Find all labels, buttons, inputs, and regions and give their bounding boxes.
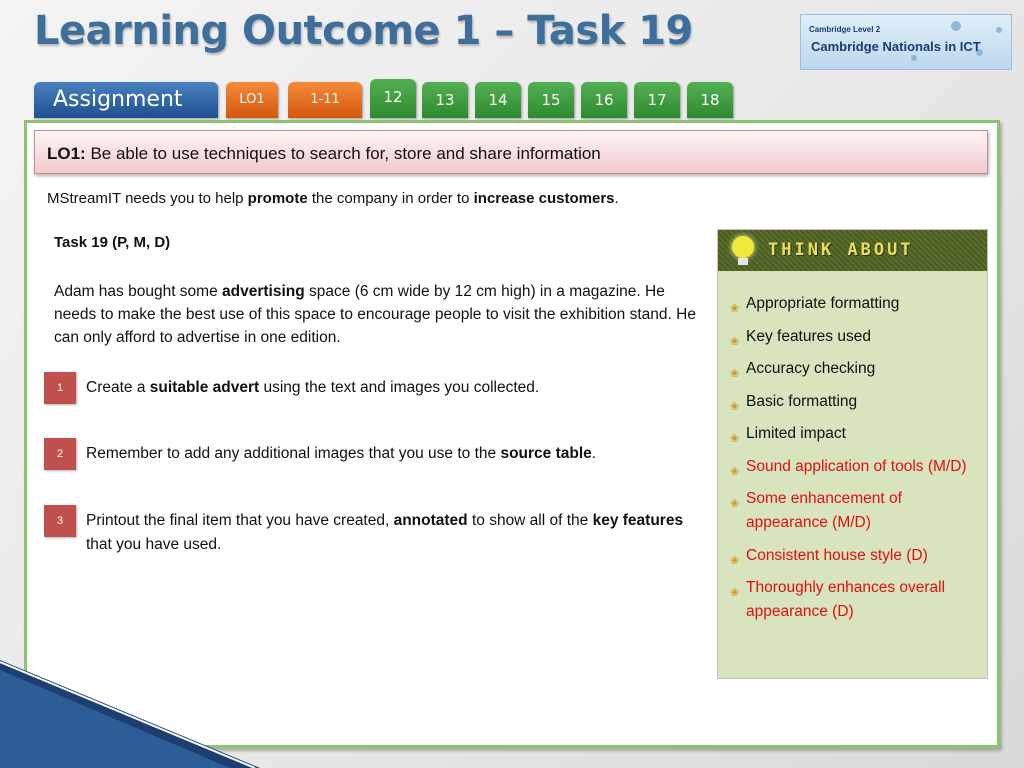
lightbulb-bullet-icon: ❀ xyxy=(730,554,740,567)
think-about-header xyxy=(718,230,987,271)
think-about-item xyxy=(730,422,985,446)
think-about-list xyxy=(730,292,985,633)
step-2-text: Remember to add any additional images that you use to the source table. xyxy=(86,445,597,462)
lo-description: Be able to use techniques to search for, store and share information xyxy=(85,144,601,163)
tab-lo1[interactable]: LO1 xyxy=(226,82,278,118)
lo-label: LO1: xyxy=(47,144,86,163)
cambridge-nationals-logo xyxy=(800,14,1012,70)
think-about-item xyxy=(730,544,985,568)
think-about-item-text: Key features used xyxy=(746,327,871,345)
tab-assignment[interactable]: Assignment xyxy=(34,82,218,118)
think-about-item xyxy=(730,357,985,381)
think-about-item-text: Basic formatting xyxy=(746,392,858,410)
logo-line2: Cambridge Nationals in ICT xyxy=(811,39,981,54)
tab-13[interactable]: 13 xyxy=(422,82,468,118)
lightbulb-bullet-icon: ❀ xyxy=(730,433,740,445)
step-number-3: 3 xyxy=(44,505,76,537)
think-about-item-text: Thoroughly enhances overall appearance (D) xyxy=(746,579,946,620)
think-about-title: THINK ABOUT xyxy=(768,240,914,260)
think-about-item xyxy=(730,576,985,624)
think-about-item-text: Some enhancement of appearance (M/D) xyxy=(746,490,902,531)
tab-14[interactable]: 14 xyxy=(475,82,521,118)
lightbulb-bullet-icon: ❀ xyxy=(730,587,740,599)
step-3-text: Printout the final item that you have created, annotated to show all of the key features that you have used. xyxy=(86,512,684,553)
think-about-item xyxy=(730,292,985,316)
step-number-1: 1 xyxy=(44,372,76,404)
lightbulb-bullet-icon: ❀ xyxy=(730,303,740,315)
lightbulb-bullet-icon: ❀ xyxy=(730,335,740,348)
tab-18[interactable]: 18 xyxy=(687,82,733,118)
tab-17[interactable]: 17 xyxy=(634,82,680,118)
lightbulb-icon xyxy=(732,236,754,258)
tab-12[interactable]: 12 xyxy=(370,79,416,118)
learning-outcome-banner xyxy=(34,130,988,174)
think-about-item-text: Appropriate formatting xyxy=(746,295,900,312)
intro-text: MStreamIT needs you to help promote the company in order to increase customers. xyxy=(47,190,619,207)
think-about-panel xyxy=(717,229,988,679)
lightbulb-bullet-icon: ❀ xyxy=(730,465,740,478)
think-about-item xyxy=(730,487,985,535)
lightbulb-bullet-icon: ❀ xyxy=(730,368,740,380)
task-title: Task 19 (P, M, D) xyxy=(54,234,171,251)
think-about-item-text: Consistent house style (D) xyxy=(746,546,928,564)
tab-15[interactable]: 15 xyxy=(528,82,574,118)
step-1-text: Create a suitable advert using the text and images you collected. xyxy=(86,379,540,396)
lightbulb-bullet-icon: ❀ xyxy=(730,498,740,510)
slide-title: Learning Outcome 1 – Task 19 xyxy=(34,8,693,54)
think-about-item-text: Limited impact xyxy=(746,425,846,442)
think-about-item xyxy=(730,390,985,414)
tab-1-11[interactable]: 1-11 xyxy=(288,82,362,118)
tab-16[interactable]: 16 xyxy=(581,82,627,118)
think-about-item xyxy=(730,455,985,479)
step-number-2: 2 xyxy=(44,438,76,470)
think-about-item-text: Accuracy checking xyxy=(746,360,876,377)
corner-decoration xyxy=(0,660,260,768)
task-description: Adam has bought some advertising space (6 cm wide by 12 cm high) in a magazine. He needs to make the best use of this space to encourage people to visit the exhibition stand. He can only afford to advertise in one edition. xyxy=(54,283,696,346)
lightbulb-bullet-icon: ❀ xyxy=(730,400,740,413)
think-about-item xyxy=(730,325,985,349)
logo-line1: Cambridge Level 2 xyxy=(809,25,881,34)
think-about-item-text: Sound application of tools (M/D) xyxy=(746,457,967,475)
